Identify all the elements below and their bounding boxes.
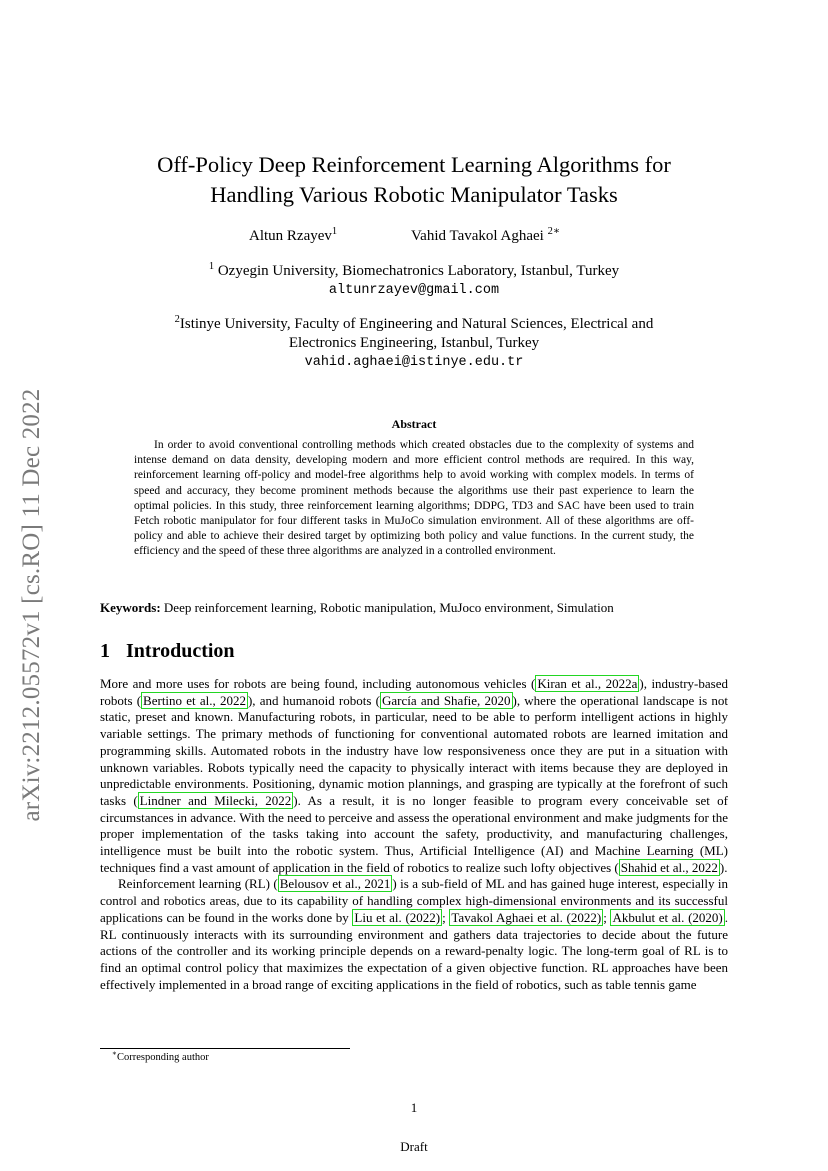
citation-link[interactable]: Kiran et al., 2022a bbox=[537, 676, 638, 691]
author-2 bbox=[411, 228, 560, 245]
affiliation-1 bbox=[100, 262, 728, 300]
paragraph-2-text: ; bbox=[442, 909, 450, 925]
citation-link[interactable]: Shahid et al., 2022 bbox=[620, 859, 718, 875]
title-line-1: Off-Policy Deep Reinforcement Learning Algorithms for bbox=[157, 152, 671, 177]
affiliation-2-line-2: Electronics Engineering, Istanbul, Turkey bbox=[288, 335, 540, 351]
citation-link[interactable]: Bertino et al., 2022 bbox=[143, 692, 246, 708]
paragraph-1-text: ). bbox=[719, 859, 728, 875]
citation-link[interactable]: Belousov et al., 2021 bbox=[279, 876, 391, 892]
introduction-body bbox=[100, 676, 728, 993]
affiliation-1-email: altunrzayev@gmail.com bbox=[328, 283, 500, 298]
draft-footer: Draft bbox=[400, 1139, 428, 1154]
affiliation-1-text: Ozyegin University, Biomechatronics Laboratory, Istanbul, Turkey bbox=[214, 263, 620, 279]
affiliation-2-email: vahid.aghaei@istinye.edu.tr bbox=[304, 355, 524, 370]
citation-link[interactable]: Liu et al. (2022) bbox=[354, 909, 441, 925]
paragraph-1 bbox=[100, 676, 728, 876]
page-number: 1 bbox=[410, 1100, 418, 1115]
paragraph-2-text: ; bbox=[603, 909, 611, 925]
keywords-text: Deep reinforcement learning, Robotic manipulation, MuJoco environment, Simulation bbox=[160, 600, 614, 615]
author-2-mark: 2∗ bbox=[547, 226, 560, 237]
paragraph-1-text: ). As a result, it is no longer feasible to program every conceivable set of circumstances in advance. With the need to perceive and assess the operational environment and make judgments for the proper implementation of the tasks taking into account the safety, productivity, and manufacturing challenges, intelligence must be built into the robotic system. Thus, Artificial Intelligence (AI) and Machine Learning (ML) techniques find a vast amount of application in the field of robotics to realize such lofty objectives ( bbox=[100, 792, 729, 875]
citation-link[interactable]: Akbulut et al. (2020) bbox=[612, 909, 723, 925]
paragraph-2 bbox=[100, 876, 728, 993]
footnote-mark: ∗ bbox=[112, 1048, 117, 1058]
arxiv-sidebar-stamp bbox=[8, 360, 56, 850]
affiliation-2-line-1: Istinye University, Faculty of Engineering and Natural Sciences, Electrical and bbox=[179, 316, 654, 332]
paragraph-1-text: ), where the operational landscape is not static, preset and known. Manufacturing robots, in particular, need to be able to perform intelligent actions in highly variable settings. The primary methods of functioning for conventional automated robots are learned imitation and programming skills. Automated robots in the industry have low responsiveness once they are put in a situation with unknown variables. Robots typically need the capacity to physically interact with items because they are deployed in unpredictable environments. Positioning, dynamic motion plannings, and grasping are typically at the forefront of such tasks ( bbox=[100, 692, 729, 808]
keywords bbox=[100, 600, 728, 616]
footnote bbox=[112, 1048, 209, 1063]
abstract-heading: Abstract bbox=[391, 417, 437, 431]
abstract-text: In order to avoid conventional controlling methods which created obstacles due to the complexity of systems and intense demand on data density, developing modern and more efficient control methods are required. In this way, reinforcement learning off-policy and model-free algorithms help to avoid working with complex models. In terms of speed and accuracy, they become prominent methods because the algorithms use their past experience to learn the optimal policies. In this study, three reinforcement learning algorithms; DDPG, TD3 and SAC have been used to train Fetch robotic manipulator for four different tasks in MuJoCo simulation environment. All of these algorithms are off-policy and able to achieve their desired target by optimizing both policy and value functions. In the current study, the efficiency and the speed of these three algorithms are analyzed in a controlled environment. bbox=[134, 439, 694, 558]
author-1-name: Altun Rzayev bbox=[249, 228, 332, 244]
paragraph-2-text: . RL continuously interacts with its surrounding environment and gathers data trajectories to decide about the future actions of the controller and its working principle depends on a reward-penalty logic. The long-term goal of RL is to find an optimal control policy that maximizes the expectation of a given objective function. RL approaches have been effectively implemented in a broad range of exciting applications in the field of robotics, such as table tennis game bbox=[100, 909, 728, 992]
section-number: 1 bbox=[100, 640, 110, 662]
footnote-rule bbox=[100, 1048, 350, 1049]
paragraph-1-text: ), industry-based robots ( bbox=[100, 676, 728, 708]
author-1 bbox=[249, 228, 337, 245]
paragraph-2-text: Reinforcement learning (RL) ( bbox=[118, 876, 278, 892]
footnote-text: Corresponding author bbox=[117, 1052, 209, 1063]
section-title: Introduction bbox=[126, 640, 235, 662]
arxiv-identifier: arXiv:2212.05572v1 [cs.RO] 11 Dec 2022 bbox=[18, 388, 45, 822]
paragraph-1-text: ), and humanoid robots ( bbox=[247, 692, 380, 708]
keywords-label: Keywords: bbox=[100, 600, 161, 615]
author-1-mark: 1 bbox=[331, 226, 338, 237]
citation-link[interactable]: García and Shafie, 2020 bbox=[381, 692, 511, 708]
title-line-2: Handling Various Robotic Manipulator Tasks bbox=[210, 182, 618, 207]
citation-link[interactable]: Lindner and Milecki, 2022 bbox=[139, 792, 292, 808]
paragraph-1-text: More and more uses for robots are being found, including autonomous vehicles ( bbox=[100, 676, 536, 691]
paragraph-2-text: ) is a sub-field of ML and has gained huge interest, especially in control and robotics areas, due to its capability of handling complex high-dimensional environments and its successful applications can be found in the works done by bbox=[100, 876, 729, 925]
section-heading-introduction bbox=[100, 640, 235, 663]
author-2-name: Vahid Tavakol Aghaei bbox=[411, 228, 544, 244]
affiliation-2-mark: 2 bbox=[174, 314, 180, 325]
affiliation-2 bbox=[100, 315, 728, 372]
paper-title bbox=[100, 150, 728, 210]
affiliation-1-mark: 1 bbox=[208, 261, 215, 272]
citation-link[interactable]: Tavakol Aghaei et al. (2022) bbox=[451, 909, 602, 925]
